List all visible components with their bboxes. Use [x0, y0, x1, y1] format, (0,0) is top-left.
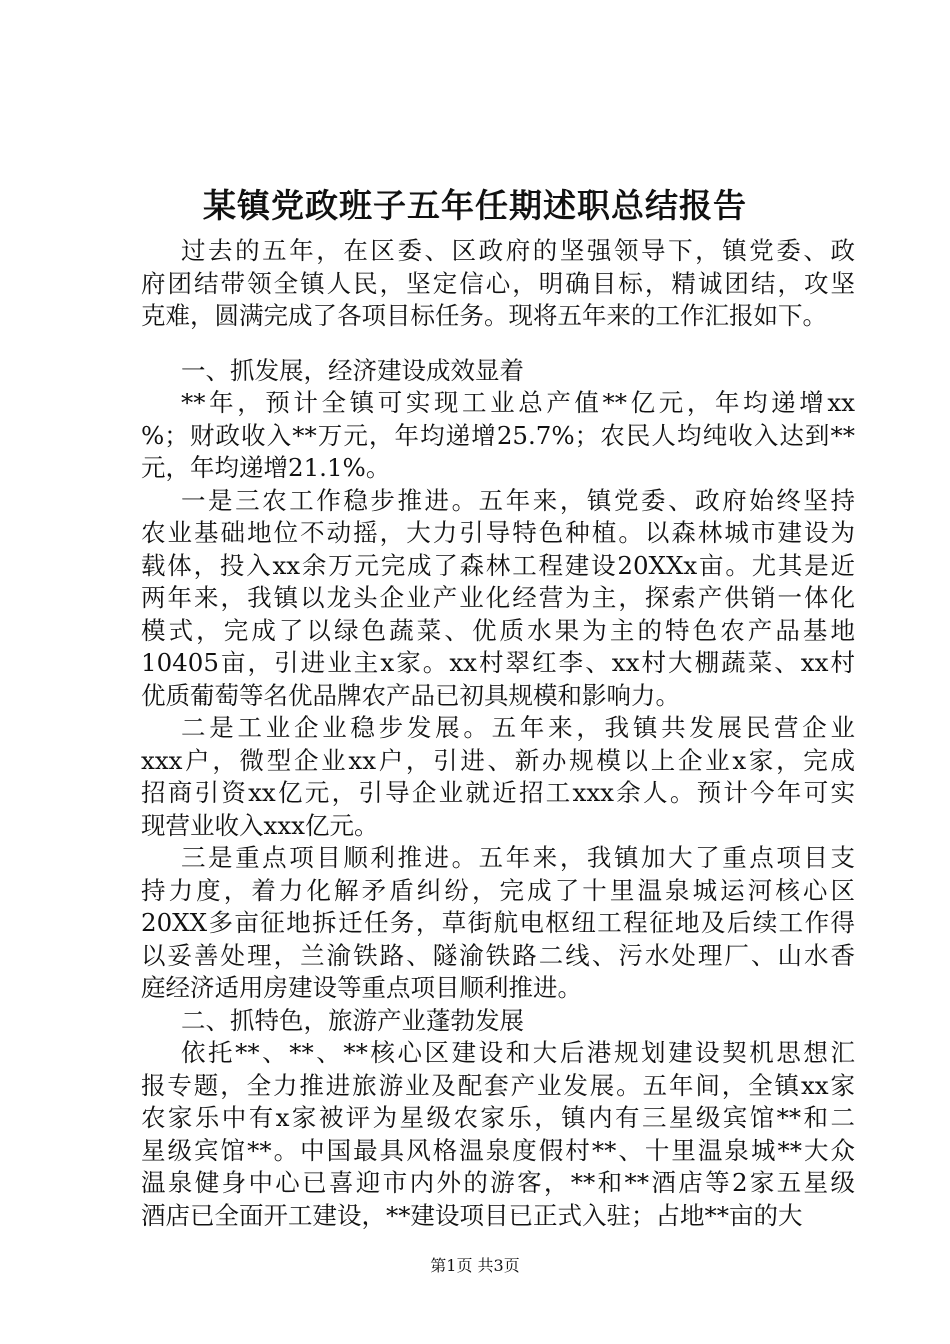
paragraph: [141, 387, 855, 485]
text-line: 招商引资xx亿元，引导企业就近招工xxx余人。预计今年可实: [141, 778, 855, 807]
paragraph: [141, 1037, 855, 1232]
text-line: 报专题，全力推进旅游业及配套产业发展。五年间，全镇xx家: [141, 1070, 855, 1100]
document-title: 某镇党政班子五年任期述职总结报告: [203, 186, 747, 225]
text-line: 一是三农工作稳步推进。五年来，镇党委、政府始终坚持: [181, 485, 855, 515]
text-line: xxx户，微型企业xx户，引进、新办规模以上企业x家，完成: [141, 745, 855, 775]
text-line: 元，年均递增21.1%。: [141, 453, 391, 482]
text-line: 模式，完成了以绿色蔬菜、优质水果为主的特色农产品基地: [141, 615, 855, 645]
text-line: 以妥善处理，兰渝铁路、隧渝铁路二线、污水处理厂、山水香: [141, 940, 855, 970]
paragraph: [141, 842, 855, 1005]
text-line: 农家乐中有x家被评为星级农家乐，镇内有三星级宾馆**和二: [141, 1103, 855, 1132]
text-line: 星级宾馆**。中国最具风格温泉度假村**、十里温泉城**大众: [141, 1135, 855, 1165]
paragraph: [141, 1005, 855, 1038]
text-line: 二是工业企业稳步发展。五年来，我镇共发展民营企业: [181, 713, 855, 742]
paragraph-gap: [141, 333, 855, 355]
text-line: 二、抓特色，旅游产业蓬勃发展: [181, 1005, 524, 1035]
document-body: [141, 235, 855, 1232]
text-line: 两年来，我镇以龙头企业产业化经营为主，探索产供销一体化: [141, 583, 855, 612]
text-line: 酒店已全面开工建设，**建设项目已正式入驻；占地**亩的大: [141, 1200, 803, 1230]
text-line: 温泉健身中心已喜迎市内外的游客，**和**酒店等2家五星级: [141, 1168, 855, 1197]
paragraph: [141, 355, 855, 388]
text-line: 一、抓发展，经济建设成效显着: [181, 355, 524, 385]
text-line: 过去的五年，在区委、区政府的坚强领导下，镇党委、政: [181, 236, 855, 265]
text-line: 克难，圆满完成了各项目标任务。现将五年来的工作汇报如下。: [141, 301, 827, 330]
text-line: 依托**、**、**核心区建设和大后港规划建设契机思想汇: [181, 1038, 855, 1067]
text-line: 三是重点项目顺利推进。五年来，我镇加大了重点项目支: [181, 843, 855, 872]
text-line: 20XX多亩征地拆迁任务，草街航电枢纽工程征地及后续工作得: [141, 908, 855, 937]
paragraph: [141, 485, 855, 713]
paragraph: [141, 235, 855, 333]
text-line: 庭经济适用房建设等重点项目顺利推进。: [141, 973, 582, 1002]
text-line: 载体，投入xx余万元完成了森林工程建设20XXx亩。尤其是近: [141, 550, 855, 580]
text-line: 农业基础地位不动摇，大力引导特色种植。以森林城市建设为: [141, 518, 855, 547]
text-line: **年，预计全镇可实现工业总产值**亿元，年均递增xx: [181, 388, 855, 417]
page-footer: 第1页 共3页: [430, 1256, 520, 1275]
paragraph: [141, 712, 855, 842]
text-line: 10405亩，引进业主x家。xx村翠红李、xx村大棚蔬菜、xx村: [141, 648, 855, 677]
text-line: %；财政收入**万元，年均递增25.7%；农民人均纯收入达到**: [141, 420, 855, 450]
text-line: 优质葡萄等名优品牌农产品已初具规模和影响力。: [141, 680, 680, 710]
text-line: 府团结带领全镇人民，坚定信心，明确目标，精诚团结，攻坚: [141, 268, 855, 298]
text-line: 持力度，着力化解矛盾纠纷，完成了十里温泉城运河核心区: [141, 875, 855, 905]
text-line: 现营业收入xxx亿元。: [141, 810, 379, 840]
